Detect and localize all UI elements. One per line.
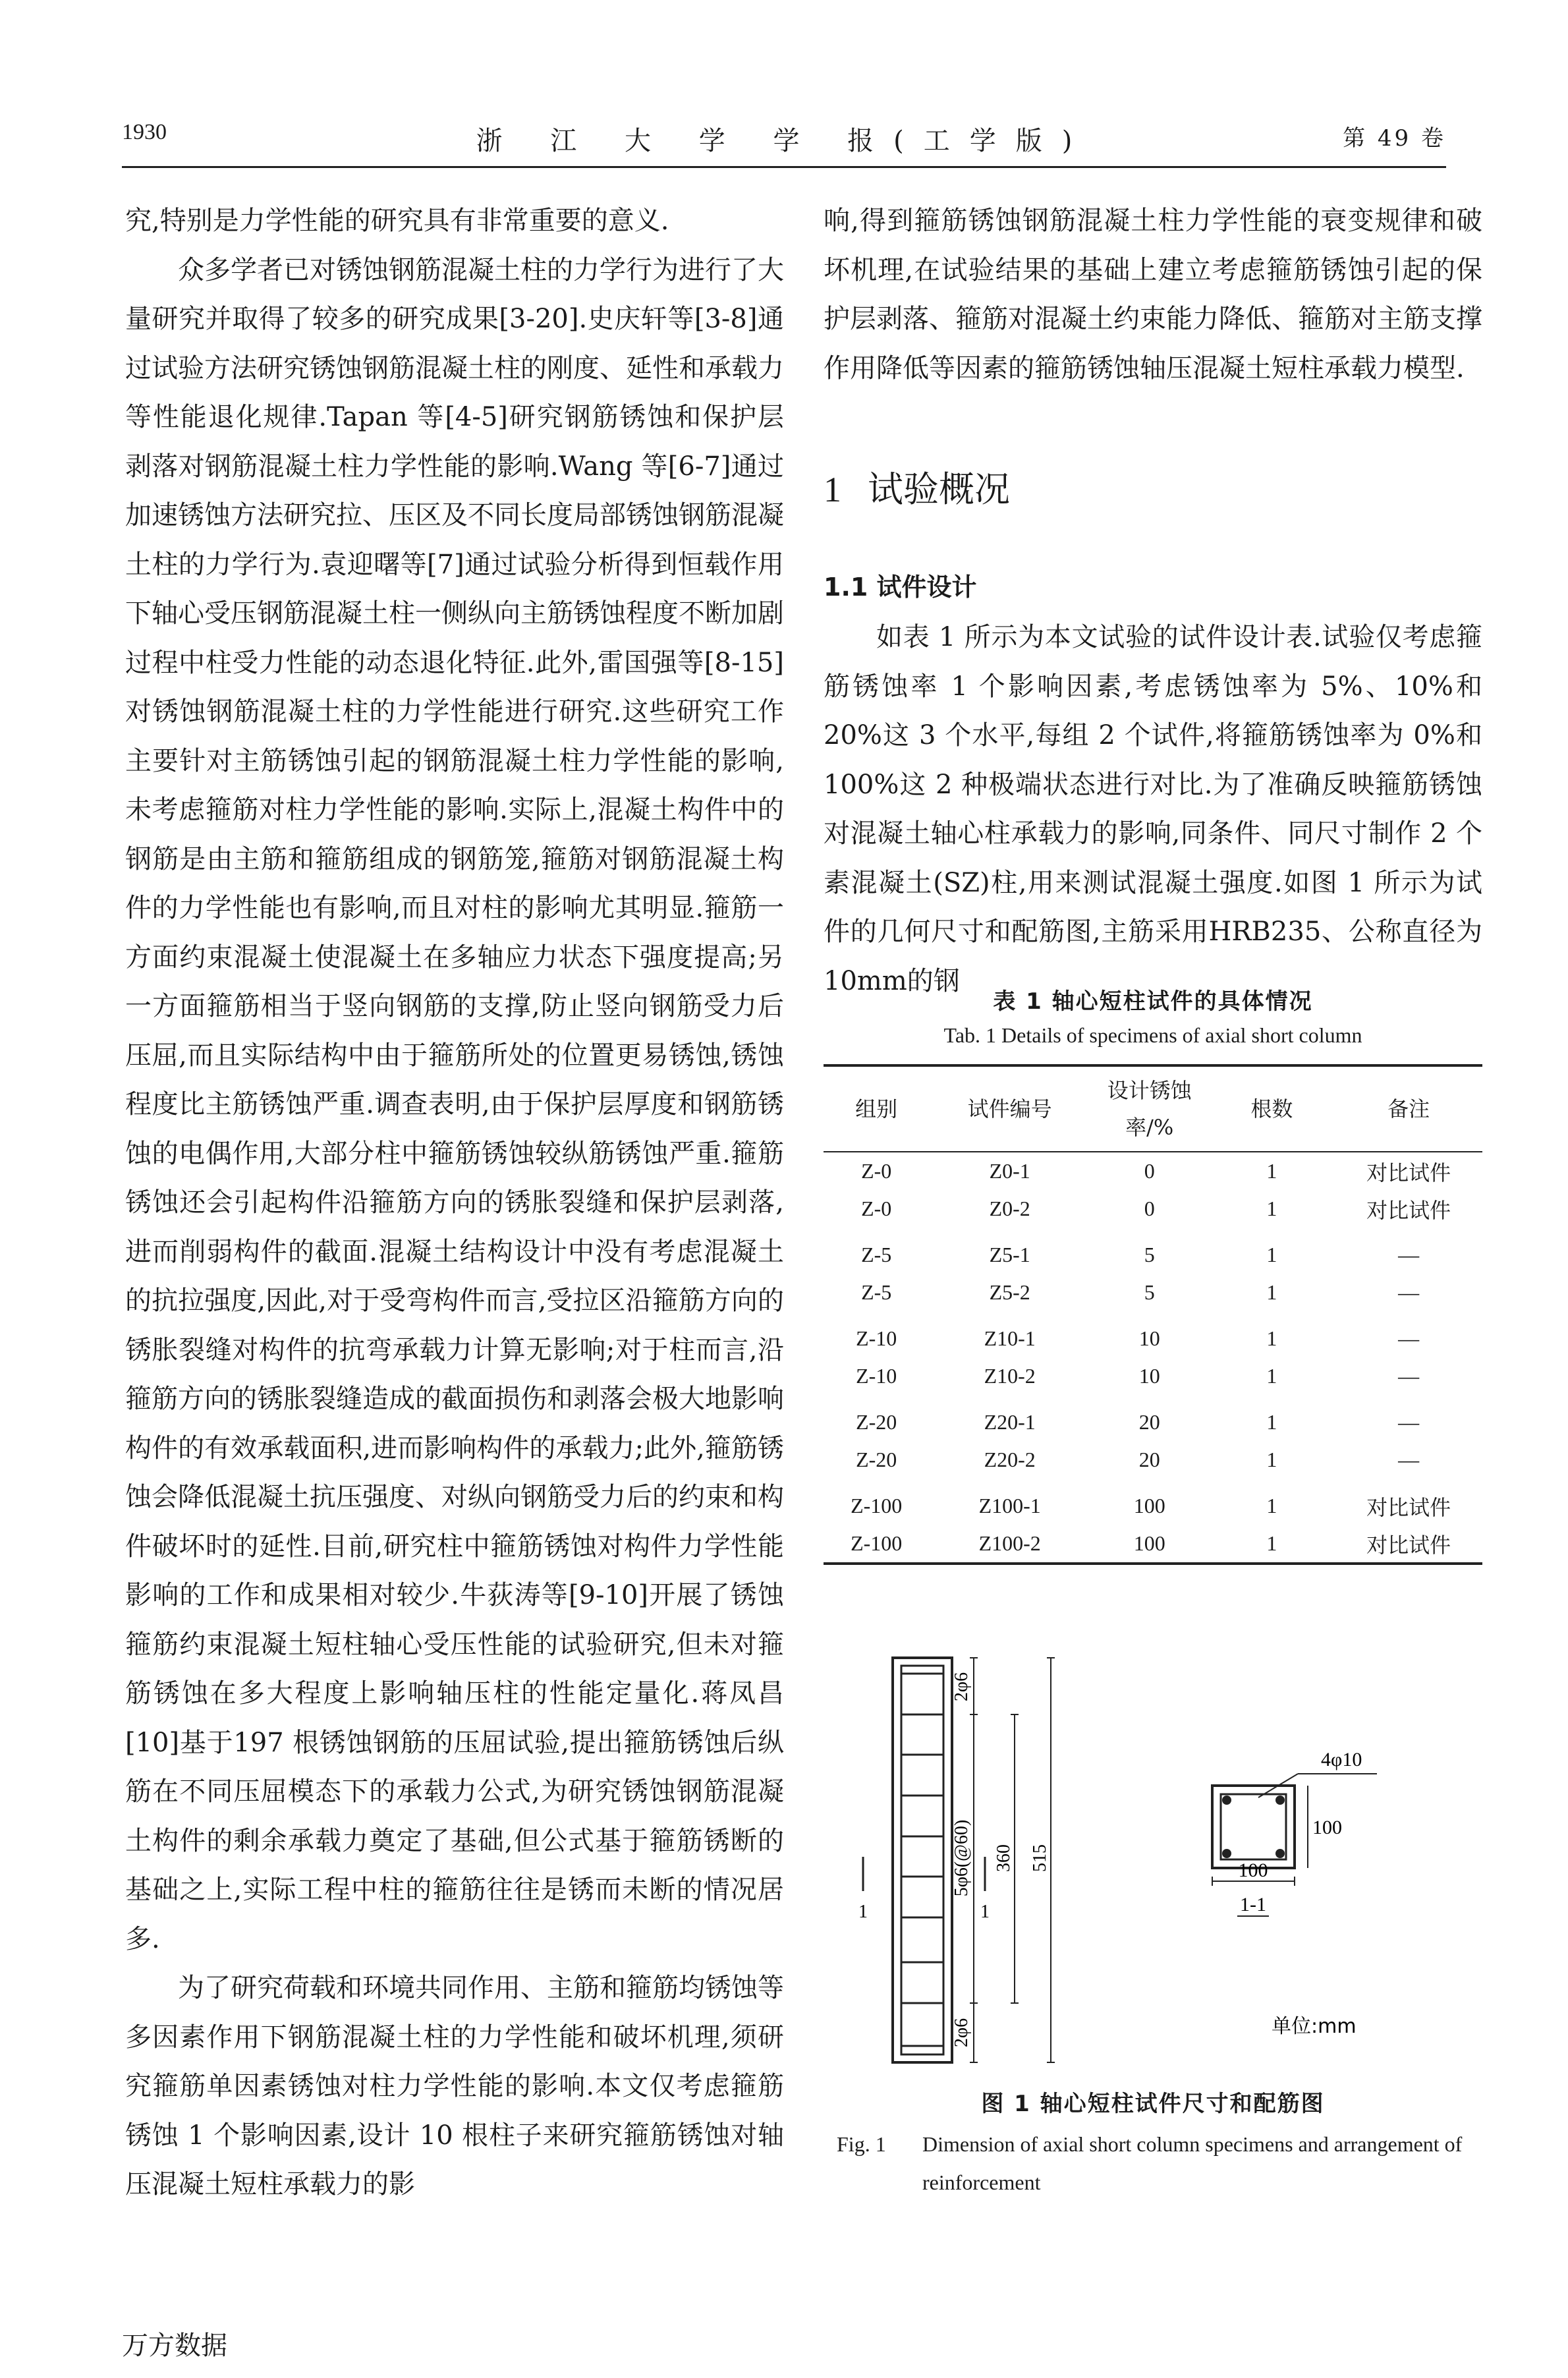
table-cell: Z0-2 <box>989 1197 1030 1220</box>
paragraph: 众多学者已对锈蚀钢筋混凝土柱的力学行为进行了大量研究并取得了较多的研究成果[3-20].史庆轩等[3-8]通过试验方法研究锈蚀钢筋混凝土柱的刚度、延性和承载力等性能退化规律.Tapan 等[4-5]研究钢筋锈蚀和保护层剥落对钢筋混凝土柱力学性能的影响.Wang 等[6-7]通过加速锈蚀方法研究拉、压区及不同长度局部锈蚀钢筋混凝土柱的力学行为.袁迎曙等[7]通过试验分析得到恒载作用下轴心受压钢筋混凝土柱一侧纵向主筋锈蚀程度不断加剧过程中柱受力性能的动态退化特征.此外,雷国强等[8-15]对锈蚀钢筋混凝土柱的力学性能进行研究.这些研究工作主要针对主筋锈蚀引起的钢筋混凝土柱力学性能的影响,未考虑箍筋对柱力学性能的影响.实际上,混凝土构件中的钢筋是由主筋和箍筋组成的钢筋笼,箍筋对钢筋混凝土构件的力学性能也有影响,而且对柱的影响尤其明显.箍筋一方面约束混凝土使混凝土在多轴应力状态下强度提高;另一方面箍筋相当于竖向钢筋的支撑,防止竖向钢筋受力后压屈,而且实际结构中由于箍筋所处的位置更易锈蚀,锈蚀程度比主筋锈蚀严重.调查表明,由于保护层厚度和钢筋锈蚀的电偶作用,大部分柱中箍筋锈蚀较纵筋锈蚀严重.箍筋锈蚀还会引起构件沿箍筋方向的锈胀裂缝和保护层剥落,进而削弱构件的截面.混凝土结构设计中没有考虑混凝土的抗拉强度,因此,对于受弯构件而言,受拉区沿箍筋方向的锈胀裂缝对构件的抗弯承载力计算无影响;对于柱而言,沿箍筋方向的锈胀裂缝造成的截面损伤和剥落会极大地影响构件的有效承载面积,进而影响构件的承载力;此外,箍筋锈蚀会降低混凝土抗压强度、对纵向钢筋受力后的约束和构件破坏时的延性.目前,研究柱中箍筋锈蚀对构件力学性能影响的工作和成果相对较少.牛荻涛等[9-10]开展了锈蚀箍筋约束混凝土短柱轴心受压性能的试验研究,但未对箍筋锈蚀在多大程度上影响轴压柱的性能定量化.蒋凤昌[10]基于197 根锈蚀钢筋的压屈试验,提出箍筋锈蚀后纵筋在不同压屈模态下的承载力公式,为研究锈蚀钢筋混凝土构件的剩余承载力奠定了基础,但公式基于箍筋锈断的基础之上,实际工程中柱的箍筋往往是锈而未断的情况居多. <box>125 254 784 1954</box>
table-cell: Z-10 <box>856 1326 897 1350</box>
section-number: 1 <box>824 470 841 509</box>
subsection-heading: 1.1 试件设计 <box>824 573 977 602</box>
table-row <box>824 1479 1482 1525</box>
table-header-cell: 试件编号 <box>929 1065 1090 1152</box>
table-cell: 对比试件 <box>1366 1495 1451 1519</box>
table-header-cell: 组别 <box>824 1065 929 1152</box>
table-cell: Z20-2 <box>984 1448 1036 1471</box>
table-cell: 对比试件 <box>1335 1525 1482 1564</box>
reinforcement-cage <box>901 1666 943 2054</box>
table-cell: 1 <box>1266 1197 1277 1220</box>
table-cell: 0 <box>1144 1197 1155 1220</box>
table-header-cell: 根数 <box>1208 1065 1335 1152</box>
unit-label: 单位:mm <box>1272 2015 1357 2038</box>
table-cell: Z-0 <box>861 1197 892 1220</box>
table-cell: 20 <box>1138 1410 1160 1434</box>
table-cell: Z-100 <box>851 1494 903 1517</box>
rebar-dot <box>1275 1796 1285 1805</box>
table-cell: 20 <box>1138 1448 1160 1471</box>
table-caption-zh: 表 1 轴心短柱试件的具体情况 <box>993 988 1313 1015</box>
table-row <box>824 1152 1482 1190</box>
table-cell: Z-10 <box>856 1364 897 1388</box>
left-column <box>125 196 784 2209</box>
table-cell: 1 <box>1266 1326 1277 1350</box>
dimension-360-label: 360 <box>994 1844 1014 1872</box>
table-cell: Z-100 <box>824 1525 929 1564</box>
table-cell: Z100-2 <box>929 1525 1090 1564</box>
table-cell: 1 <box>1266 1159 1277 1183</box>
table-cell: — <box>1398 1448 1420 1471</box>
table-cell: 5 <box>1144 1280 1155 1304</box>
specimen-table <box>824 1064 1482 1565</box>
table-caption-en: Tab. 1 Details of specimens of axial short column <box>943 1023 1362 1047</box>
table-cell: 10 <box>1138 1364 1160 1388</box>
label-mid-stirrups: 5φ6(@60) <box>951 1819 972 1897</box>
figure-caption-text: Dimension of axial short column specimens and arrangement of reinforcement <box>922 2132 1463 2194</box>
table-cell: 5 <box>1144 1243 1155 1266</box>
rebar-dot <box>1275 1849 1285 1858</box>
table-cell: 0 <box>1144 1159 1155 1183</box>
table-cell: Z-5 <box>861 1243 892 1266</box>
cut-mark-label: 1 <box>980 1902 990 1922</box>
table-row <box>824 1441 1482 1479</box>
section-title: 试验概况 <box>868 468 1010 510</box>
table-cell: 10 <box>1138 1326 1160 1350</box>
table-cell: 1 <box>1266 1494 1277 1517</box>
table-cell: Z10-2 <box>984 1364 1036 1388</box>
table-cell: 1 <box>1266 1243 1277 1266</box>
table-cell: 1 <box>1266 1280 1277 1304</box>
paragraph: 为了研究荷载和环境共同作用、主筋和箍筋均锈蚀等多因素作用下钢筋混凝土柱的力学性能和破坏机理,须研究箍筋单因素锈蚀对柱力学性能的影响.本文仅考虑箍筋锈蚀 1 个影响因素,设计 10 根柱子来研究箍筋锈蚀对轴压混凝土短柱承载力的影 <box>125 1973 784 2199</box>
figure-1 <box>824 1634 1482 2082</box>
page-number: 1930 <box>122 120 167 144</box>
figure-caption-label: Fig. 1 <box>837 2132 886 2156</box>
table-cell: — <box>1398 1410 1420 1434</box>
table-header-cell: 设计锈蚀率/% <box>1090 1065 1208 1152</box>
table-cell: 1 <box>1266 1410 1277 1434</box>
table-cell: Z5-1 <box>989 1243 1030 1266</box>
journal-title: 浙 江 大 学 学 报(工学版) <box>476 126 1092 156</box>
table-header-row <box>824 1065 1482 1152</box>
table-cell: Z5-2 <box>989 1280 1030 1304</box>
section-heading <box>824 461 1010 512</box>
section-side-label: 100 <box>1312 1817 1342 1838</box>
page-header <box>122 120 1446 161</box>
table-cell: Z10-1 <box>984 1326 1036 1350</box>
table-cell: 1 <box>1208 1525 1335 1564</box>
table-cell: 1 <box>1266 1364 1277 1388</box>
cut-mark-label: 1 <box>858 1902 868 1922</box>
table-cell: 1 <box>1266 1448 1277 1471</box>
table-cell: Z-20 <box>856 1448 897 1471</box>
dimension-515-label: 515 <box>1030 1844 1050 1872</box>
table-cell: Z-5 <box>861 1280 892 1304</box>
paragraph: 如表 1 所示为本文试验的试件设计表.试验仅考虑箍筋锈蚀率 1 个影响因素,考虑锈蚀率为 5%、10%和 20%这 3 个水平,每组 2 个试件,将箍筋锈蚀率为 0%和 100%这 2 种极端状态进行对比.为了准确反映箍筋锈蚀对混凝土轴心柱承载力的影响,同条件、同尺寸制作 2 个素混凝土(SZ)柱,用来测试混凝土强度.如图 1 所示为试件的几何尺寸和配筋图,主筋采用HRB235、公称直径为10mm的钢 <box>824 622 1482 996</box>
figure-caption-zh: 图 1 轴心短柱试件尺寸和配筋图 <box>981 2091 1325 2117</box>
table-cell: 对比试件 <box>1366 1198 1451 1222</box>
right-column-body <box>824 613 1482 1005</box>
table-cell: — <box>1398 1364 1420 1388</box>
table-row <box>824 1357 1482 1395</box>
stirrup-group <box>901 1674 943 2046</box>
table-cell: — <box>1398 1243 1420 1266</box>
footer-watermark: 万方数据 <box>122 2331 227 2361</box>
label-top-stirrups: 2φ6 <box>951 1672 972 1702</box>
table-cell: Z100-1 <box>978 1494 1041 1517</box>
table-row <box>824 1190 1482 1228</box>
table-row <box>824 1395 1482 1441</box>
paragraph: 究,特别是力学性能的研究具有非常重要的意义. <box>125 206 669 236</box>
header-rule <box>122 166 1446 168</box>
section-bars-label: 4φ10 <box>1321 1749 1362 1770</box>
table-header-cell: 备注 <box>1335 1065 1482 1152</box>
table-row <box>824 1525 1482 1564</box>
table-cell: 100 <box>1090 1525 1208 1564</box>
paragraph: 响,得到箍筋锈蚀钢筋混凝土柱力学性能的衰变规律和破坏机理,在试验结果的基础上建立考虑箍筋锈蚀引起的保护层剥落、箍筋对混凝土约束能力降低、箍筋对主筋支撑作用降低等因素的箍筋锈蚀轴压混凝土短柱承载力模型. <box>824 206 1482 383</box>
table-row <box>824 1311 1482 1357</box>
figure-caption-en <box>837 2125 1469 2201</box>
section-width-label: 100 <box>1238 1859 1268 1881</box>
label-bottom-stirrups: 2φ6 <box>951 2018 972 2048</box>
table-row <box>824 1228 1482 1274</box>
rebar-dot <box>1222 1796 1231 1805</box>
table-cell: Z-0 <box>861 1159 892 1183</box>
rebar-dot <box>1222 1849 1231 1858</box>
table-row <box>824 1274 1482 1311</box>
table-cell: — <box>1398 1326 1420 1350</box>
table-cell: 对比试件 <box>1366 1160 1451 1185</box>
table-cell: Z20-1 <box>984 1410 1036 1434</box>
right-column-top <box>824 196 1482 393</box>
section-name-label: 1-1 <box>1240 1894 1266 1915</box>
section-stirrup <box>1221 1794 1286 1859</box>
volume-label: 第 49 卷 <box>1343 125 1446 152</box>
table-cell: — <box>1398 1280 1420 1304</box>
table-cell: Z0-1 <box>989 1159 1030 1183</box>
table-cell: Z-20 <box>856 1410 897 1434</box>
table-cell: 100 <box>1133 1494 1165 1517</box>
